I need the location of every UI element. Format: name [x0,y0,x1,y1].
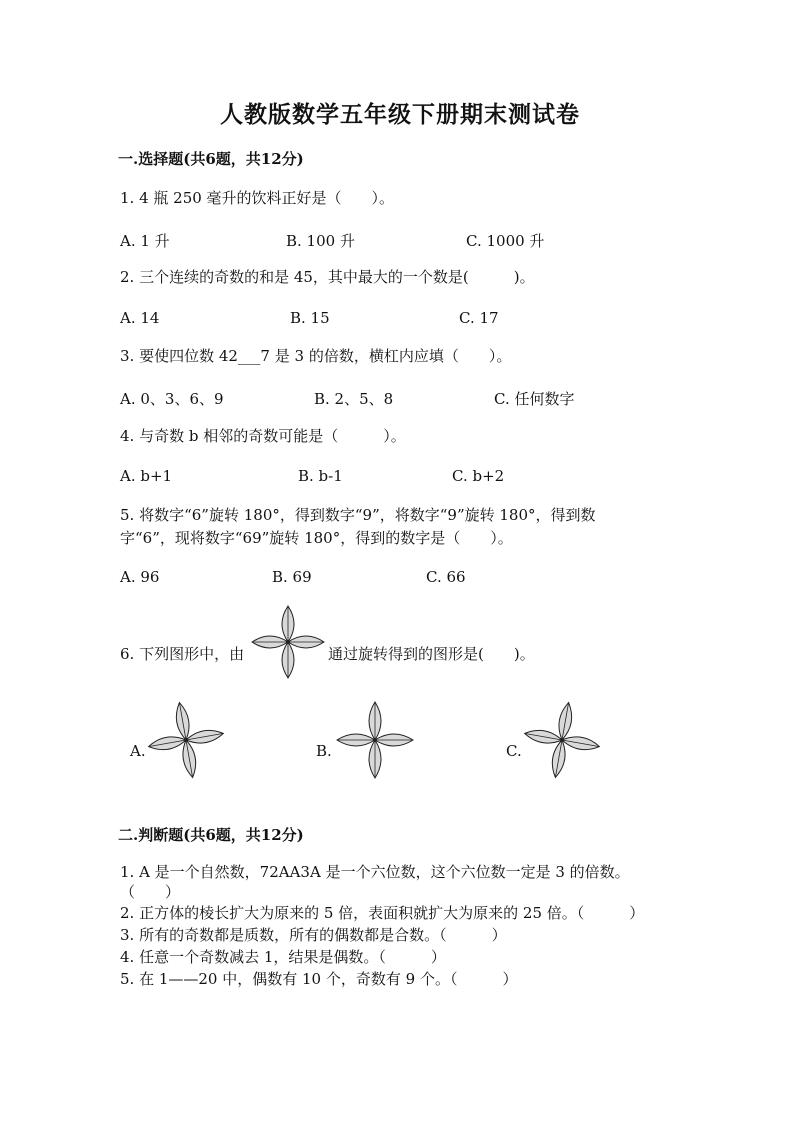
question-1: 1. 4 瓶 250 毫升的饮料正好是（ ）。 [120,189,395,207]
flower-center-dot [373,738,377,742]
q4-option-c[interactable]: C. b+2 [452,467,505,485]
tf-item-1-answer-blank[interactable]: （ ） [120,883,181,901]
question-4: 4. 与奇数 b 相邻的奇数可能是（ ）。 [120,427,406,445]
q5-option-b[interactable]: B. 69 [272,568,312,586]
q4-option-a[interactable]: A. b+1 [120,467,173,485]
tf-item-1: 1. A 是一个自然数，72AA3A 是一个六位数，这个六位数一定是 3 的倍数。 [120,863,630,881]
reference-flower-figure [250,603,326,681]
tf-item-2: 2. 正方体的棱长扩大为原来的 5 倍，表面积就扩大为原来的 25 倍。（ ） [120,904,645,922]
q3-option-b[interactable]: B. 2、5、8 [314,390,394,408]
question-5-line-1: 5. 将数字“6”旋转 180°，得到数字“9”，将数字“9”旋转 180°，得到数 [120,506,596,524]
question-5-line-2: 字“6”，现将数字“69”旋转 180°，得到的数字是（ ）。 [120,529,513,547]
section-heading-choice: 一.选择题(共6题，共12分) [118,150,304,168]
q1-option-b[interactable]: B. 100 升 [286,232,355,250]
q3-option-a[interactable]: A. 0、3、6、9 [120,390,224,408]
q4-option-b[interactable]: B. b-1 [298,467,343,485]
question-3: 3. 要使四位数 42___7 是 3 的倍数，横杠内应填（ ）。 [120,347,512,365]
question-6-stem-end: 通过旋转得到的图形是( )。 [328,645,535,663]
q3-option-c[interactable]: C. 任何数字 [494,390,575,408]
q5-option-c[interactable]: C. 66 [426,568,466,586]
page-title: 人教版数学五年级下册期末测试卷 [220,101,580,128]
flower-center-dot [286,640,290,644]
q1-option-c[interactable]: C. 1000 升 [466,232,545,250]
tf-item-4: 4. 任意一个奇数减去 1，结果是偶数。（ ） [120,948,446,966]
q6-option-b-figure[interactable] [335,700,415,780]
q2-option-b[interactable]: B. 15 [290,309,330,327]
q6-option-a-figure[interactable] [146,700,226,780]
tf-item-3: 3. 所有的奇数都是质数，所有的偶数都是合数。（ ） [120,926,507,944]
q6-option-c-label[interactable]: C. [506,742,522,760]
q5-option-a[interactable]: A. 96 [120,568,160,586]
q6-option-b-label[interactable]: B. [316,742,332,760]
q2-option-c[interactable]: C. 17 [459,309,499,327]
question-6-stem-start: 6. 下列图形中，由 [120,645,245,663]
tf-item-5: 5. 在 1——20 中，偶数有 10 个，奇数有 9 个。（ ） [120,970,518,988]
q6-option-a-label[interactable]: A. [130,742,146,760]
q2-option-a[interactable]: A. 14 [120,309,160,327]
q1-option-a[interactable]: A. 1 升 [120,232,170,250]
q6-option-c-figure[interactable] [522,700,602,780]
question-2: 2. 三个连续的奇数的和是 45，其中最大的一个数是( )。 [120,268,535,286]
section-heading-true-false: 二.判断题(共6题，共12分) [118,826,304,844]
